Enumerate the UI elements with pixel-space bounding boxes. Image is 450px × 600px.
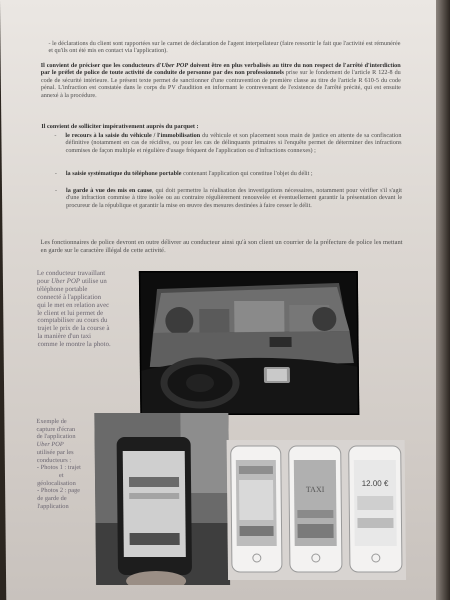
bullet-marker: - xyxy=(54,170,57,177)
caption2-line: Exemple de xyxy=(36,418,67,425)
caption1-line: trajet le prix de la course à xyxy=(37,325,110,333)
warning-letter-paragraph: Les fonctionnaires de police devront en outre délivrer au conducteur ainsi qu'à son client un courrier de la préfecture de police les mettant en garde sur le caractère illégal de cette activité. xyxy=(40,239,403,254)
caption2-line: et xyxy=(58,471,64,479)
app-screens-photo xyxy=(227,440,406,580)
dashboard-scene xyxy=(139,271,360,415)
item-custody-bold: la garde à vue des mis en cause xyxy=(65,187,152,194)
caption1-line: comptabiliser au cours du xyxy=(37,317,108,325)
caption2-line: de garde de xyxy=(37,495,67,503)
fare-price-label: 12.00 € xyxy=(361,479,389,488)
bullet-marker: - xyxy=(54,132,57,139)
phone-in-car-scene xyxy=(94,413,230,585)
uber-pop-verbalisation-paragraph xyxy=(41,62,401,99)
para1-body: prise sur le fondement de l'article R 122-8 du code de sécurité intérieure. Le présent texte permet de sanctionner d'une contravention de première classe au titre de l'article R 610-5 du code pénal. L'infraction est constatée dans le corps du PV d'audition en informant le contrevenant de l'existence de l'arrêté précité, qui est ensuite annexé à la procédure. xyxy=(40,69,401,99)
caption1-line: la manière d'un taxi xyxy=(37,333,92,341)
caption2-line: - Photos 1 : trajet xyxy=(36,464,81,472)
parquet-item-phone xyxy=(66,170,402,177)
caption2-line: conducteurs : xyxy=(36,456,72,464)
intro-paragraph: - le déclarations du client sont rapportées sur le carnet de déclaration de l'agent interpellateur (faire ressortir le fait que l'activité est rémunérée et qu'ils ont été mis en contact via l'application). xyxy=(48,40,401,55)
caption2-line: l'application xyxy=(37,502,69,510)
page-shadow-edge xyxy=(436,0,450,600)
item-vehicle-text: du véhicule et son placement sous main de justice en attente de sa confiscation définitive (notamment en cas de récidive, ou pour les cas de délinquants primaires si l'enquête permet de déterminer des infractions commises de façon multiple et régulière d'usage fréquent de l'application ou d'infractions connexes) ; xyxy=(65,132,402,154)
caption1-app-name: Uber POP xyxy=(51,277,81,285)
caption1-line: utilise un xyxy=(79,277,107,285)
driver-dashboard-photo xyxy=(139,271,360,415)
bullet-marker: - xyxy=(54,187,58,194)
caption1-line: le client et lui permet de xyxy=(37,309,104,317)
parquet-item-custody xyxy=(66,187,402,209)
caption1-line: Le conducteur travaillant xyxy=(36,270,106,277)
para1-head-cont: doivent être en plus verbalisés au titre du non respect de l'arrêté d'interdiction par le préfet de police de toute activité de conduite de personne par des non professionnels xyxy=(40,62,401,77)
caption2-line: utilisée par les xyxy=(36,448,74,456)
para1-head: Il convient de préciser que les conducteurs d' xyxy=(40,62,162,69)
caption2-app-name: Uber POP xyxy=(36,441,64,449)
phone-screen-label: TAXI xyxy=(305,485,325,494)
item-phone-text: contenant l'application qui constitue l'objet du délit ; xyxy=(181,170,313,177)
caption1-line: téléphone portable xyxy=(36,285,88,293)
caption1-line: qui le met en relation avec xyxy=(37,301,110,309)
caption2-line: géolocalisation xyxy=(37,479,76,487)
caption2-line: de l'application xyxy=(36,433,76,441)
phone-in-car-photo xyxy=(94,413,230,585)
item-phone-bold: la saisie systématique du téléphone portable xyxy=(65,170,182,177)
caption2-line: - Photos 2 : page xyxy=(37,487,81,495)
driver-photo-caption xyxy=(37,270,148,349)
caption2-line: capture d'écran xyxy=(36,425,76,433)
item-vehicle-bold: le recours à la saisie du véhicule / l'immobilisation xyxy=(65,132,201,139)
item-custody-text: , qui doit permettre la réalisation des investigations nécessaires, notamment pour vérifier s'il s'agit d'une infraction commise à titre isolée ou au contraire régulièrement renouvelée et éventuellement garantir la présentation devant le procureur de la république et garantir la mise en œuvre des mesures destinées à faire cesser le délit. xyxy=(66,187,403,209)
parquet-item-vehicle xyxy=(65,132,401,154)
caption1-line: connecté à l'application xyxy=(37,293,102,301)
caption1-line: comme le montre la photo. xyxy=(37,341,111,349)
app-screens-scene xyxy=(227,440,406,580)
caption1-line: pour xyxy=(36,277,52,285)
para1-app-name: Uber POP xyxy=(161,62,189,69)
parquet-heading: Il convient de solliciter impérativement auprès du parquet : xyxy=(41,123,199,130)
